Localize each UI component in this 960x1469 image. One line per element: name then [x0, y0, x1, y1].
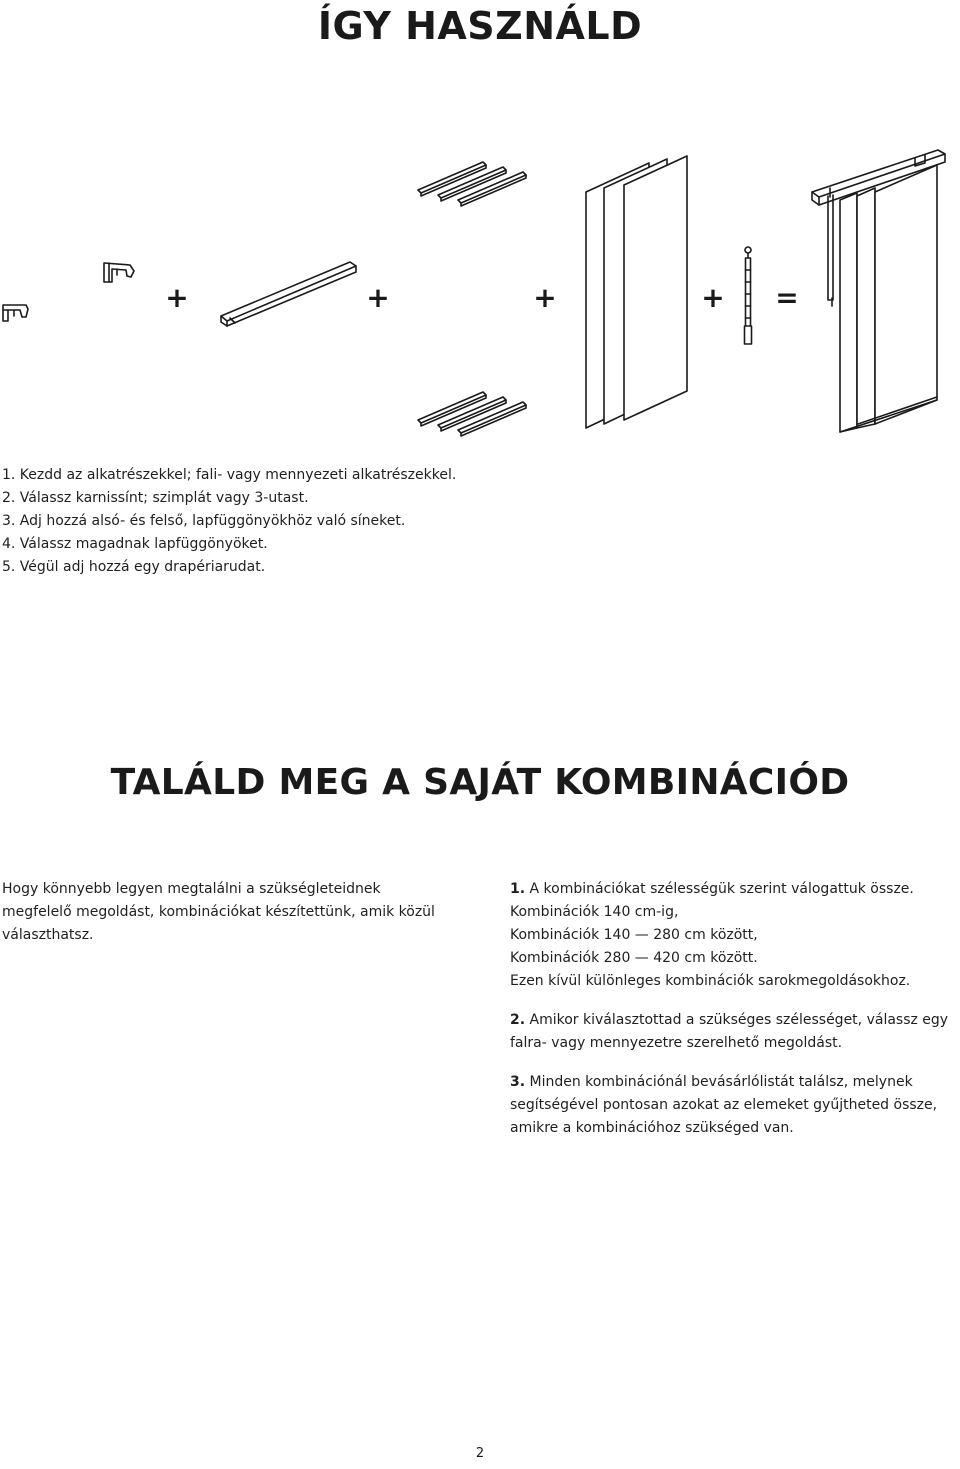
wall-bracket-icon — [3, 305, 28, 321]
assembled-result-icon — [812, 150, 945, 432]
panel-rails-bottom-icon — [418, 392, 526, 436]
page-title: ÍGY HASZNÁLD — [317, 4, 643, 48]
note-line: Kombinációk 280 — 420 cm között. — [510, 950, 758, 966]
step-item: 3. Adj hozzá alsó- és felső, lapfüggönyökhöz való síneket. — [2, 513, 406, 529]
note-1 — [510, 878, 958, 993]
panel-rails-top-icon — [418, 162, 526, 206]
note-text: Amikor kiválasztottad a szükséges szélességet, válassz egy falra- vagy mennyezetre szerelhető megoldást. — [510, 1012, 949, 1051]
wall-bracket-icon — [104, 263, 134, 282]
note-number: 2. — [510, 1012, 526, 1028]
notes-column — [510, 878, 958, 1156]
note-line: A kombinációkat szélességük szerint válogattuk össze. — [529, 881, 914, 897]
plus-operator: + — [701, 281, 725, 314]
plus-operator: + — [533, 281, 557, 314]
operators — [165, 281, 798, 314]
note-line: Kombinációk 140 — 280 cm között, — [510, 927, 758, 943]
step-item: 5. Végül adj hozzá egy drapériarudat. — [2, 559, 266, 575]
note-3 — [510, 1071, 958, 1140]
section-title: TALÁLD MEG A SAJÁT KOMBINÁCIÓD — [110, 762, 850, 803]
page-number: 2 — [475, 1446, 485, 1461]
assembly-illustration — [0, 140, 960, 440]
equals-operator: = — [775, 281, 799, 314]
steps-list — [2, 464, 702, 579]
step-item: 2. Válassz karnissínt; szimplát vagy 3-utast. — [2, 490, 309, 506]
note-line: Ezen kívül különleges kombinációk sarokmegoldásokhoz. — [510, 973, 911, 989]
plus-operator: + — [366, 281, 390, 314]
step-item: 1. Kezdd az alkatrészekkel; fali- vagy mennyezeti alkatrészekkel. — [2, 467, 457, 483]
step-item: 4. Válassz magadnak lapfüggönyöket. — [2, 536, 268, 552]
note-line: Kombinációk 140 cm-ig, — [510, 904, 679, 920]
note-number: 3. — [510, 1074, 526, 1090]
plus-operator: + — [165, 281, 189, 314]
curtain-wand-icon — [745, 247, 752, 344]
note-2 — [510, 1009, 958, 1055]
panel-curtains-icon — [586, 156, 687, 428]
note-number: 1. — [510, 881, 526, 897]
note-text: Minden kombinációnál bevásárlólistát találsz, melynek segítségével pontosan azokat az elemeket gyűjtheted össze, amikre a kombinációhoz szükséged van. — [510, 1074, 938, 1136]
intro-paragraph: Hogy könnyebb legyen megtalálni a szükségleteidnek megfelelő megoldást, kombinációkat készítettünk, amik közül választhatsz. — [2, 881, 435, 943]
curtain-rail-icon — [221, 262, 356, 326]
